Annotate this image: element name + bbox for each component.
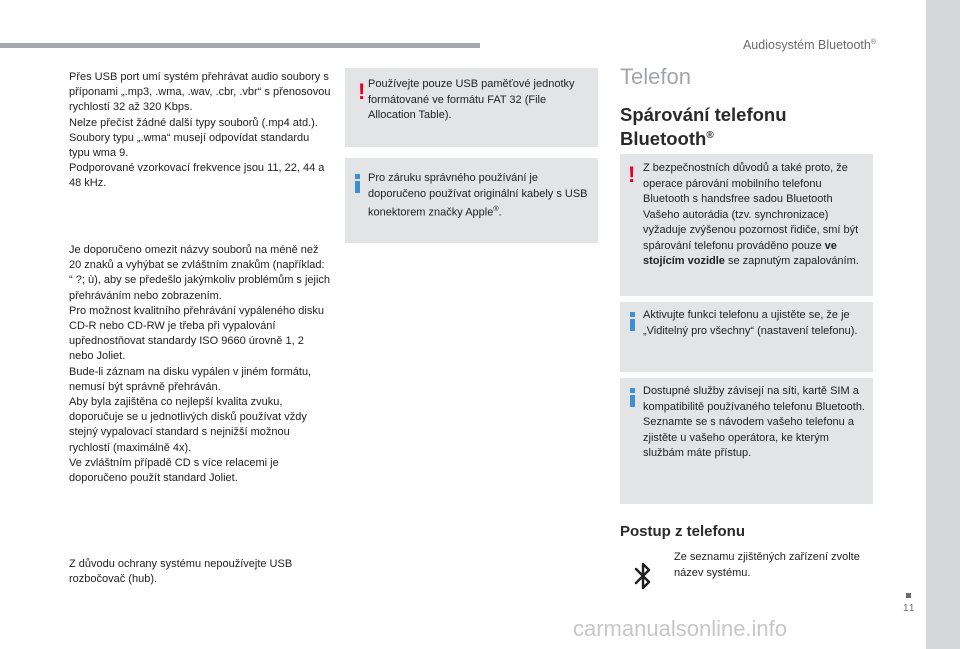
page-marker: [906, 593, 911, 598]
page-header-title: Audiosystém Bluetooth®: [742, 38, 876, 52]
page-number: 11: [903, 603, 916, 614]
info-text-visibility: Aktivujte funkci telefonu a ujistěte se, že je „Viditelný pro všechny“ (nastavení telefonu).: [643, 309, 858, 337]
info-icon: [630, 388, 635, 407]
warning-box-pairing: [620, 154, 873, 296]
info-icon: [630, 312, 635, 331]
warning-text-usb: Používejte pouze USB paměťové jednotky formátované ve formátu FAT 32 (File Allocation Table).: [368, 78, 575, 121]
warning-text-pairing: Z bezpečnostních důvodů a také proto, že operace párování mobilního telefonu Bluetooth s handsfree sadou Bluetooth Vašeho autorádia (tzv. synchronizace) vyžaduje zvýšenou pozornost řidiče, smí být spárování telefonu prováděno pouze ve stojícím vozidle se zapnutým zapalováním.: [643, 162, 859, 267]
info-box-services: [620, 378, 873, 504]
file-naming-paragraph: Je doporučeno omezit názvy souborů na méně než 20 znaků a vyhýbat se zvláštním znakům (například: “ ?; ù), aby se předešlo jakýmkoliv problémům s jejich přehráváním nebo zobrazením. Pro možnost kvalitního přehrávání vypáleného disku CD-R nebo CD-RW je třeba při vypalování upřednostňovat standardy ISO 9660 úrovně 1, 2 nebo Joliet. Bude-li záznam na disku vypálen v jiném formátu, nemusí být správně přehráván. Aby byla zajištěna co nejlepší kvalita zvuku, doporučuje se u jednotlivých disků používat vždy stejný vypalovací standard s nejnižší možnou rychlostí (maximálně 4x). Ve zvláštním případě CD s více relacemi je doporučeno použít standard Joliet.: [69, 244, 331, 485]
bluetooth-icon: [632, 560, 654, 592]
subsection-title: Spárování telefonu Bluetooth®: [620, 104, 787, 150]
section-title: Telefon: [620, 64, 691, 89]
header-rule: [0, 43, 480, 48]
warning-icon: !: [628, 162, 636, 187]
info-icon: [355, 174, 360, 193]
info-box-visibility: [620, 302, 873, 372]
procedure-text: Ze seznamu zjištěných zařízení zvolte název systému.: [674, 551, 860, 579]
info-text-cables: Pro záruku správného používání je doporučeno používat originální kabely s USB konektorem značky Apple®.: [368, 172, 588, 219]
info-box-cables: [345, 158, 598, 243]
watermark: carmanualsonline.info: [573, 616, 788, 641]
warning-box-usb: [345, 68, 598, 147]
usb-formats-paragraph: Přes USB port umí systém přehrávat audio soubory s příponami „.mp3, .wma, .wav, .cbr, .vbr“ s přenosovou rychlostí 32 až 320 Kbps. Nelze přečíst žádné další typy souborů (.mp4 atd.). Soubory typu „.wma“ musejí odpovídat standardu typu wma 9. Podporované vzorkovací frekvence jsou 11, 22, 44 a 48 kHz.: [69, 71, 331, 190]
page-edge-strip: [926, 0, 960, 649]
procedure-heading: Postup z telefonu: [620, 523, 745, 540]
warning-icon: !: [358, 79, 366, 104]
usb-hub-paragraph: Z důvodu ochrany systému nepoužívejte USB rozbočovač (hub).: [69, 558, 293, 586]
info-text-services: Dostupné služby závisejí na síti, kartě SIM a kompatibilitě používaného telefonu Bluetooth. Seznamte se s návodem vašeho telefonu a zjistěte u vašeho operátora, ke kterým službám máte přístup.: [643, 385, 865, 459]
